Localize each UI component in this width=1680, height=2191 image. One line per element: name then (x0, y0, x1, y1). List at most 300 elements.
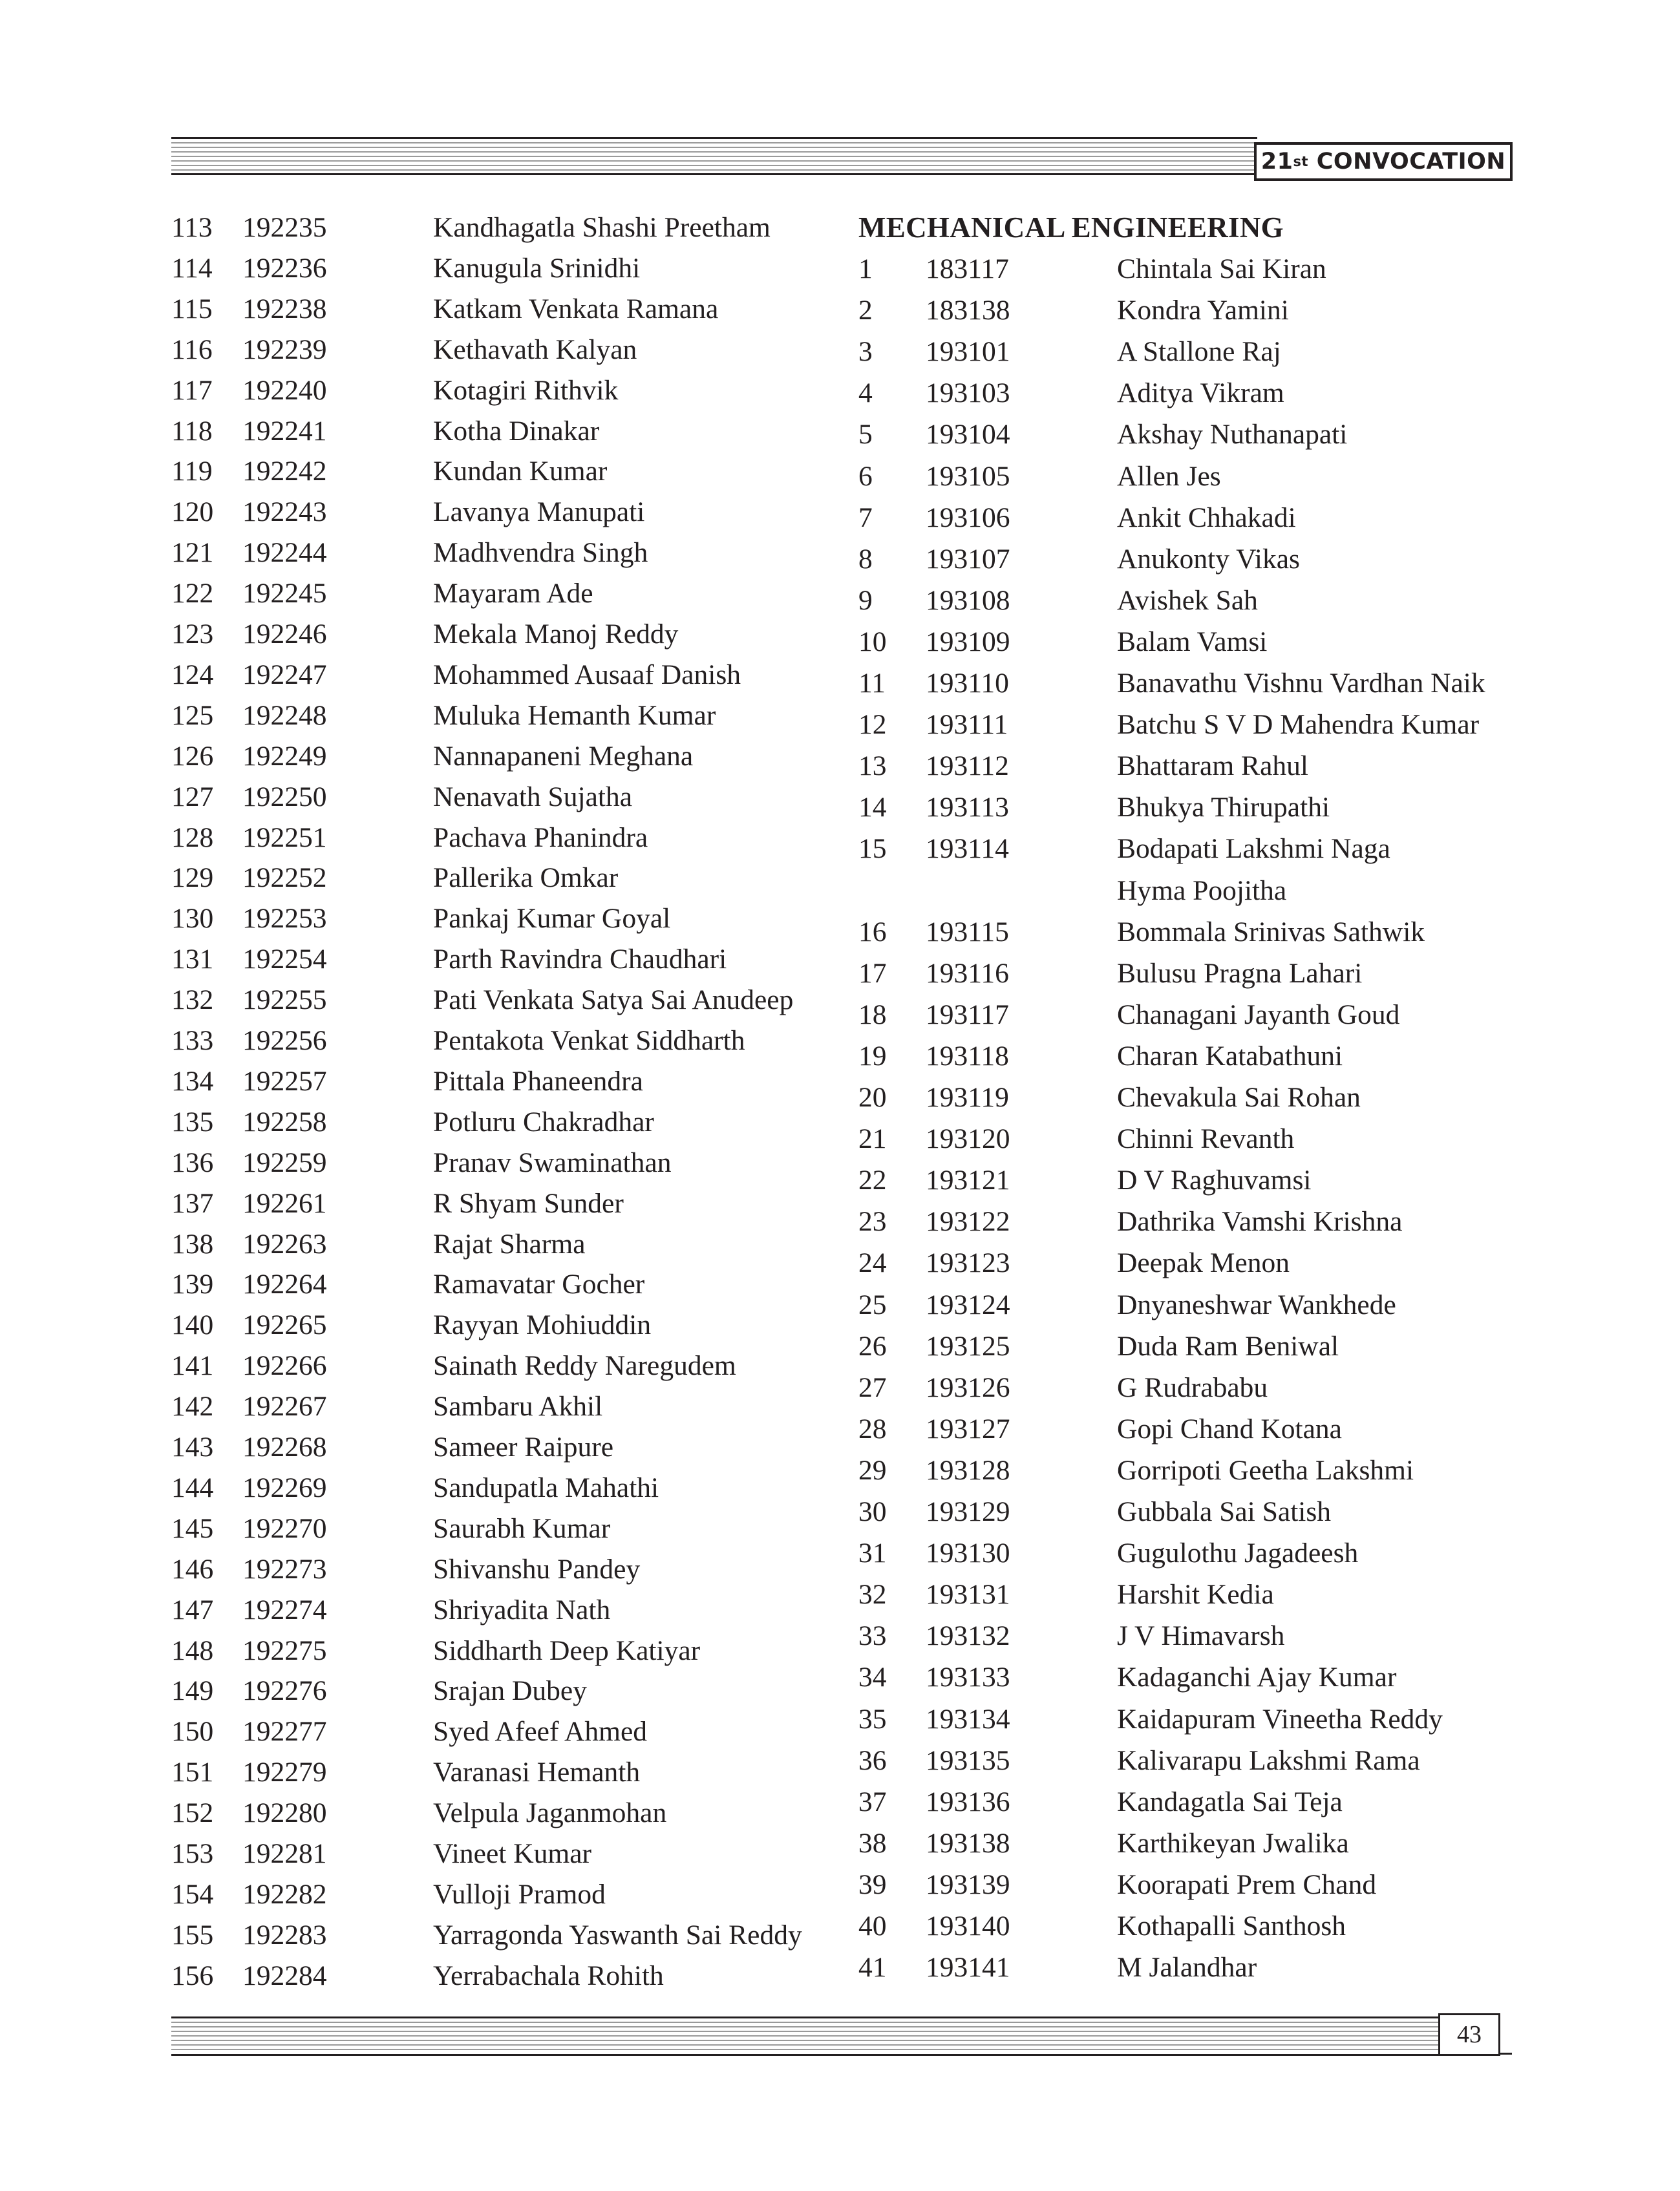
serial-number: 1 (858, 253, 873, 284)
graduate-name: Karthikeyan Jwalika (1117, 1827, 1349, 1859)
roll-number: 193125 (926, 1330, 1010, 1362)
serial-number: 124 (171, 659, 214, 690)
roll-number: 193111 (926, 709, 1008, 741)
serial-number: 33 (858, 1620, 887, 1652)
table-row (858, 1327, 1634, 1366)
table-row (171, 1306, 947, 1344)
graduate-name: Saurabh Kumar (433, 1512, 611, 1544)
roll-number: 192264 (242, 1269, 327, 1300)
roll-number: 193127 (926, 1413, 1010, 1445)
convocation-badge: 21 st CONVOCATION (1254, 142, 1513, 181)
roll-number: 193140 (926, 1911, 1010, 1942)
table-row (171, 492, 947, 531)
graduate-name: Koorapati Prem Chand (1117, 1868, 1377, 1900)
graduate-name: Batchu S V D Mahendra Kumar (1117, 709, 1480, 741)
graduate-name: Harshit Kedia (1117, 1579, 1274, 1611)
table-row (171, 1712, 947, 1751)
table-row (858, 995, 1634, 1034)
graduate-name: Chanagani Jayanth Goud (1117, 999, 1400, 1030)
graduate-name: Potluru Chakradhar (433, 1106, 654, 1138)
graduate-name: Shivanshu Pandey (433, 1553, 641, 1585)
serial-number: 27 (858, 1371, 887, 1403)
roll-number: 192242 (242, 456, 327, 487)
graduate-name: R Shyam Sunder (433, 1187, 624, 1219)
convocation-title: CONVOCATION (1316, 149, 1506, 175)
footer-rule (171, 2016, 1438, 2060)
serial-number: 3 (858, 336, 873, 368)
graduate-name: Gopi Chand Kotana (1117, 1413, 1342, 1445)
table-row (858, 291, 1634, 330)
roll-number: 193101 (926, 336, 1010, 368)
table-row (171, 1062, 947, 1101)
roll-number: 192254 (242, 944, 327, 975)
graduate-name: Gugulothu Jagadeesh (1117, 1538, 1359, 1569)
serial-number: 37 (858, 1786, 887, 1817)
serial-number: 17 (858, 957, 887, 989)
table-row (858, 249, 1634, 288)
roll-number: 193132 (926, 1620, 1010, 1652)
table-row (171, 696, 947, 735)
table-row (171, 655, 947, 694)
roll-number: 192236 (242, 252, 327, 284)
table-row (171, 1671, 947, 1710)
serial-number: 142 (171, 1391, 214, 1423)
serial-number: 26 (858, 1330, 887, 1362)
roll-number: 192245 (242, 578, 327, 609)
serial-number: 122 (171, 578, 214, 609)
table-row (858, 788, 1634, 827)
table-row (858, 1037, 1634, 1075)
table-row (171, 1631, 947, 1670)
serial-number: 118 (171, 415, 213, 447)
roll-number: 192256 (242, 1025, 327, 1056)
serial-number: 116 (171, 333, 213, 365)
roll-number: 193130 (926, 1538, 1010, 1569)
graduate-name: Pati Venkata Satya Sai Anudeep (433, 984, 794, 1016)
table-row (171, 1834, 947, 1873)
graduate-name: Kadaganchi Ajay Kumar (1117, 1662, 1397, 1693)
serial-number: 147 (171, 1594, 214, 1625)
table-row (858, 1534, 1634, 1572)
table-row (858, 1161, 1634, 1200)
roll-number: 193136 (926, 1786, 1010, 1817)
graduate-name: Anukonty Vikas (1117, 543, 1300, 575)
serial-number: 2 (858, 295, 873, 326)
graduate-name: Sandupatla Mahathi (433, 1472, 659, 1503)
roll-number: 193104 (926, 419, 1010, 450)
graduate-name: Syed Afeef Ahmed (433, 1716, 648, 1748)
serial-number: 151 (171, 1757, 214, 1788)
table-row (171, 412, 947, 450)
serial-number: 149 (171, 1675, 214, 1707)
serial-number: 7 (858, 502, 873, 533)
roll-number: 192284 (242, 1960, 327, 1991)
roll-number: 193133 (926, 1662, 1010, 1693)
graduate-name: Kethavath Kalyan (433, 333, 637, 365)
roll-number: 192243 (242, 496, 327, 528)
table-row (171, 1387, 947, 1426)
table-row (858, 664, 1634, 703)
roll-number: 193129 (926, 1496, 1010, 1527)
graduate-name: J V Himavarsh (1117, 1620, 1285, 1652)
table-row (171, 1143, 947, 1182)
table-row (858, 954, 1634, 993)
serial-number: 130 (171, 903, 214, 935)
table-row (171, 737, 947, 776)
graduate-name: Chinni Revanth (1117, 1123, 1295, 1155)
roll-number: 193117 (926, 999, 1009, 1030)
serial-number: 31 (858, 1538, 887, 1569)
graduate-name: Lavanya Manupati (433, 496, 645, 528)
roll-number: 192266 (242, 1350, 327, 1382)
roll-number: 193118 (926, 1040, 1009, 1072)
convocation-ordinal: 21 (1260, 149, 1293, 175)
table-row (858, 705, 1634, 744)
roll-number: 193131 (926, 1579, 1010, 1611)
serial-number: 143 (171, 1432, 214, 1463)
serial-number: 113 (171, 212, 213, 243)
roll-number: 192238 (242, 293, 327, 324)
table-row (858, 581, 1634, 620)
roll-number: 192235 (242, 212, 327, 243)
roll-number: 193119 (926, 1082, 1009, 1113)
table-row (171, 1916, 947, 1954)
serial-number: 13 (858, 750, 887, 782)
serial-number: 40 (858, 1911, 887, 1942)
graduate-name: Kotha Dinakar (433, 415, 600, 447)
roll-number: 193114 (926, 833, 1009, 865)
table-row (858, 1119, 1634, 1158)
graduate-name: Duda Ram Beniwal (1117, 1330, 1339, 1362)
graduate-name: Sainath Reddy Naregudem (433, 1350, 736, 1382)
table-row (858, 829, 1634, 868)
roll-number: 193135 (926, 1744, 1010, 1776)
table-row (858, 746, 1634, 785)
graduate-name: Deepak Menon (1117, 1247, 1290, 1279)
graduate-name: Varanasi Hemanth (433, 1757, 641, 1788)
table-row (171, 1021, 947, 1060)
serial-number: 128 (171, 821, 214, 853)
section-title: MECHANICAL ENGINEERING (858, 211, 1284, 244)
serial-number: 135 (171, 1106, 214, 1138)
roll-number: 193113 (926, 792, 1009, 823)
graduate-name: Kotagiri Rithvik (433, 374, 619, 406)
graduate-name: Siddharth Deep Katiyar (433, 1635, 701, 1666)
graduate-name: D V Raghuvamsi (1117, 1165, 1312, 1196)
table-row (171, 858, 947, 897)
table-row (858, 374, 1634, 412)
graduate-name: Mayaram Ade (433, 578, 593, 609)
serial-number: 129 (171, 862, 214, 894)
roll-number: 193124 (926, 1289, 1010, 1320)
table-row (171, 1591, 947, 1629)
graduate-name: Kothapalli Santhosh (1117, 1911, 1346, 1942)
graduate-name: Rajat Sharma (433, 1228, 586, 1260)
header-rule (171, 137, 1257, 182)
table-row (858, 1658, 1634, 1697)
page-number: 43 (1438, 2013, 1500, 2056)
table-row (171, 778, 947, 816)
serial-number: 34 (858, 1662, 887, 1693)
serial-number: 5 (858, 419, 873, 450)
graduate-name: Katkam Venkata Ramana (433, 293, 719, 324)
roll-number: 193122 (926, 1206, 1010, 1238)
roll-number: 192259 (242, 1147, 327, 1178)
table-row (858, 498, 1634, 537)
table-row (171, 818, 947, 857)
serial-number: 114 (171, 252, 213, 284)
serial-number: 141 (171, 1350, 214, 1382)
table-row (171, 1875, 947, 1914)
graduate-name: G Rudrababu (1117, 1371, 1268, 1403)
graduate-name: Kandhagatla Shashi Preetham (433, 212, 771, 243)
serial-number: 150 (171, 1716, 214, 1748)
serial-number: 125 (171, 699, 214, 731)
roll-number: 193103 (926, 377, 1010, 409)
serial-number: 132 (171, 984, 214, 1016)
graduate-name: Vineet Kumar (433, 1838, 592, 1869)
serial-number: 12 (858, 709, 887, 741)
roll-number: 192241 (242, 415, 327, 447)
table-row (858, 1824, 1634, 1863)
graduate-name: Mekala Manoj Reddy (433, 619, 679, 650)
roll-number: 192276 (242, 1675, 327, 1707)
table-row (171, 615, 947, 653)
roll-number: 193126 (926, 1371, 1010, 1403)
table-row (171, 208, 947, 247)
serial-number: 19 (858, 1040, 887, 1072)
serial-number: 14 (858, 792, 887, 823)
roll-number: 193108 (926, 584, 1010, 616)
table-row (858, 913, 1634, 951)
serial-number: 137 (171, 1187, 214, 1219)
roll-number: 192274 (242, 1594, 327, 1625)
serial-number: 145 (171, 1512, 214, 1544)
graduate-name: Bhattaram Rahul (1117, 750, 1308, 782)
graduate-name: A Stallone Raj (1117, 336, 1281, 368)
serial-number: 119 (171, 456, 213, 487)
serial-number: 131 (171, 944, 214, 975)
table-row (858, 1244, 1634, 1282)
table-row (858, 1948, 1634, 1987)
serial-number: 146 (171, 1553, 214, 1585)
roll-number: 192280 (242, 1797, 327, 1829)
table-row (171, 899, 947, 938)
roll-number: 193116 (926, 957, 1009, 989)
graduate-name: Ramavatar Gocher (433, 1269, 645, 1300)
serial-number: 155 (171, 1919, 214, 1951)
table-row (171, 940, 947, 979)
table-row (858, 1783, 1634, 1821)
graduate-name: Dathrika Vamshi Krishna (1117, 1206, 1403, 1238)
roll-number: 192267 (242, 1391, 327, 1423)
graduate-name: Hyma Poojitha (1117, 874, 1287, 906)
roll-number: 193107 (926, 543, 1010, 575)
roll-number: 192249 (242, 740, 327, 772)
table-row (171, 1103, 947, 1141)
table-row (858, 1616, 1634, 1655)
graduate-name: Shriyadita Nath (433, 1594, 611, 1625)
table-row (171, 1509, 947, 1548)
graduate-name: Gorripoti Geetha Lakshmi (1117, 1454, 1414, 1486)
roll-number: 193112 (926, 750, 1009, 782)
graduate-name: Avishek Sah (1117, 584, 1258, 616)
roll-number: 183117 (926, 253, 1009, 284)
graduate-name: Balam Vamsi (1117, 626, 1268, 657)
serial-number: 6 (858, 460, 873, 492)
graduate-name: Kundan Kumar (433, 456, 608, 487)
roll-number: 193128 (926, 1454, 1010, 1486)
serial-number: 11 (858, 668, 886, 699)
graduate-name: Sameer Raipure (433, 1432, 614, 1463)
graduate-name: Velpula Jaganmohan (433, 1797, 667, 1829)
table-row (858, 1865, 1634, 1904)
table-row (858, 1202, 1634, 1241)
graduate-name: Allen Jes (1117, 460, 1221, 492)
graduate-name: M Jalandhar (1117, 1952, 1257, 1984)
table-row (171, 452, 947, 491)
table-row (858, 622, 1634, 661)
graduate-name: Yerrabachala Rohith (433, 1960, 664, 1991)
graduate-name: Pittala Phaneendra (433, 1065, 643, 1097)
table-row (171, 1265, 947, 1304)
roll-number: 192277 (242, 1716, 327, 1748)
roll-number: 192275 (242, 1635, 327, 1666)
graduate-name: Pranav Swaminathan (433, 1147, 672, 1178)
graduate-name: Bommala Srinivas Sathwik (1117, 916, 1425, 947)
serial-number: 153 (171, 1838, 214, 1869)
graduate-name: Mohammed Ausaaf Danish (433, 659, 741, 690)
table-row (858, 871, 1634, 910)
graduate-name: Vulloji Pramod (433, 1878, 606, 1910)
roll-number: 193123 (926, 1247, 1010, 1279)
serial-number: 35 (858, 1703, 887, 1735)
serial-number: 29 (858, 1454, 887, 1486)
roll-number: 193106 (926, 502, 1010, 533)
graduate-name: Akshay Nuthanapati (1117, 419, 1348, 450)
graduate-name: Kondra Yamini (1117, 295, 1289, 326)
graduate-name: Muluka Hemanth Kumar (433, 699, 716, 731)
table-row (171, 1956, 947, 1995)
graduate-name: Kalivarapu Lakshmi Rama (1117, 1744, 1420, 1776)
roll-number: 192239 (242, 333, 327, 365)
serial-number: 144 (171, 1472, 214, 1503)
table-row (171, 290, 947, 328)
roll-number: 192252 (242, 862, 327, 894)
serial-number: 115 (171, 293, 213, 324)
table-row (171, 249, 947, 288)
serial-number: 16 (858, 916, 887, 947)
serial-number: 24 (858, 1247, 887, 1279)
footer-rule-end (1500, 2053, 1512, 2055)
graduate-name: Chintala Sai Kiran (1117, 253, 1326, 284)
table-row (171, 1468, 947, 1507)
graduate-name: Pentakota Venkat Siddharth (433, 1025, 745, 1056)
serial-number: 117 (171, 374, 213, 406)
table-row (171, 1753, 947, 1792)
serial-number: 123 (171, 619, 214, 650)
graduate-name: Kandagatla Sai Teja (1117, 1786, 1343, 1817)
graduate-name: Pankaj Kumar Goyal (433, 903, 671, 935)
roll-number: 192263 (242, 1228, 327, 1260)
serial-number: 133 (171, 1025, 214, 1056)
roll-number: 192258 (242, 1106, 327, 1138)
roll-number: 192270 (242, 1512, 327, 1544)
table-row (858, 1492, 1634, 1531)
serial-number: 23 (858, 1206, 887, 1238)
table-row (171, 574, 947, 613)
table-row (171, 1794, 947, 1832)
serial-number: 38 (858, 1827, 887, 1859)
table-row (858, 1575, 1634, 1614)
table-row (858, 1700, 1634, 1739)
table-row (171, 1346, 947, 1385)
roll-number: 192255 (242, 984, 327, 1016)
serial-number: 39 (858, 1868, 887, 1900)
serial-number: 15 (858, 833, 887, 865)
graduate-name: Aditya Vikram (1117, 377, 1284, 409)
graduate-name: Yarragonda Yaswanth Sai Reddy (433, 1919, 802, 1951)
roll-number: 193139 (926, 1868, 1010, 1900)
table-row (171, 533, 947, 572)
graduate-name: Srajan Dubey (433, 1675, 587, 1707)
serial-number: 36 (858, 1744, 887, 1776)
graduate-name: Sambaru Akhil (433, 1391, 603, 1423)
graduate-name: Charan Katabathuni (1117, 1040, 1343, 1072)
roll-number: 193115 (926, 916, 1009, 947)
serial-number: 4 (858, 377, 873, 409)
table-row (171, 1550, 947, 1589)
roll-number: 192273 (242, 1553, 327, 1585)
graduate-name: Kaidapuram Vineetha Reddy (1117, 1703, 1443, 1735)
table-row (171, 330, 947, 369)
serial-number: 152 (171, 1797, 214, 1829)
serial-number: 10 (858, 626, 887, 657)
table-row (858, 332, 1634, 371)
table-row (858, 1741, 1634, 1780)
serial-number: 136 (171, 1147, 214, 1178)
serial-number: 28 (858, 1413, 887, 1445)
serial-number: 22 (858, 1165, 887, 1196)
graduate-name: Gubbala Sai Satish (1117, 1496, 1332, 1527)
graduate-name: Pallerika Omkar (433, 862, 619, 894)
graduate-name: Nannapaneni Meghana (433, 740, 694, 772)
serial-number: 120 (171, 496, 214, 528)
roll-number: 192279 (242, 1757, 327, 1788)
graduate-name: Rayyan Mohiuddin (433, 1309, 652, 1341)
serial-number: 32 (858, 1579, 887, 1611)
roll-number: 192253 (242, 903, 327, 935)
roll-number: 192247 (242, 659, 327, 690)
serial-number: 9 (858, 584, 873, 616)
roll-number: 193141 (926, 1952, 1010, 1984)
serial-number: 134 (171, 1065, 214, 1097)
serial-number: 21 (858, 1123, 887, 1155)
serial-number: 30 (858, 1496, 887, 1527)
table-row (171, 371, 947, 410)
graduate-name: Kanugula Srinidhi (433, 252, 641, 284)
table-row (171, 1225, 947, 1264)
table-row (858, 1907, 1634, 1945)
table-row (171, 1184, 947, 1223)
serial-number: 121 (171, 537, 214, 569)
roll-number: 192269 (242, 1472, 327, 1503)
roll-number: 192246 (242, 619, 327, 650)
table-row (171, 1428, 947, 1466)
roll-number: 193121 (926, 1165, 1010, 1196)
roll-number: 192250 (242, 781, 327, 812)
serial-number: 148 (171, 1635, 214, 1666)
